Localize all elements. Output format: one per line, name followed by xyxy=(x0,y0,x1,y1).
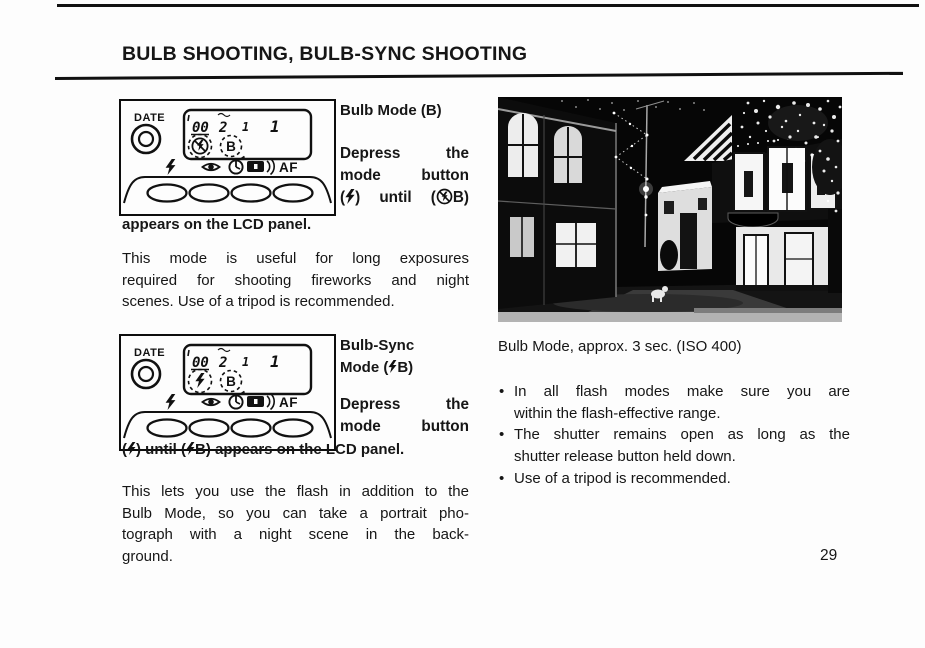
battery-icon xyxy=(247,159,274,175)
flash-icon xyxy=(195,373,204,388)
bulb-sync-paragraph xyxy=(122,481,469,568)
night-street-photo xyxy=(498,97,842,322)
instruction-line: mode button xyxy=(340,167,469,184)
lcd-counter-digit: 1 xyxy=(270,352,280,371)
lcd-diagram-bulb-sync xyxy=(119,334,336,451)
note-text: Use of a tripod is recommended. xyxy=(514,469,731,487)
flash-icon xyxy=(166,159,176,175)
bulb-sync-instruction xyxy=(340,394,469,438)
instruction-icon-line xyxy=(340,187,469,209)
instruction-line: Depress the xyxy=(340,145,469,162)
bulb-indicator-label: B xyxy=(226,374,236,389)
paragraph-line: This mode is useful for long exposures xyxy=(122,250,469,267)
paragraph-line: required for shooting fireworks and night xyxy=(122,271,469,289)
icon-group: ( ) xyxy=(340,189,361,206)
bulb-mode-heading: Bulb Mode (B) xyxy=(340,102,442,119)
flash-icon xyxy=(127,442,136,455)
red-eye-icon xyxy=(203,164,220,171)
note-item xyxy=(499,381,850,424)
bullet-icon: • xyxy=(499,383,505,400)
mode-buttons xyxy=(148,185,313,202)
bulb-mode-paragraph xyxy=(122,248,469,313)
paragraph-line: This lets you use the flash in addition to the xyxy=(122,483,469,500)
af-label: AF xyxy=(279,160,298,175)
af-label: AF xyxy=(279,395,298,410)
flash-icon xyxy=(166,394,176,410)
flash-icon xyxy=(345,189,355,204)
paragraph-line: scenes. Use of a tripod is recommended. xyxy=(122,293,395,311)
red-eye-icon xyxy=(203,399,220,406)
bullet-icon: • xyxy=(499,426,505,444)
heading-line: Mode ( B) xyxy=(340,359,414,376)
page-title: BULB SHOOTING, BULB-SYNC SHOOTING xyxy=(122,43,528,65)
note-item xyxy=(499,468,850,490)
flash-icon xyxy=(186,442,195,455)
lcd-counter-digit: 2 xyxy=(219,355,228,371)
bullet-icon: • xyxy=(499,469,505,487)
date-button xyxy=(132,360,160,388)
paragraph-line: tograph with a night scene in the back- xyxy=(122,526,469,544)
lcd-counter-digit: 00 xyxy=(192,120,209,136)
heading-line: Bulb-Sync xyxy=(340,337,415,354)
note-item xyxy=(499,424,850,467)
battery-icon xyxy=(247,394,274,410)
flash-off-icon xyxy=(436,188,453,205)
lcd-counter-digit: 1 xyxy=(242,120,250,134)
bulb-sync-heading xyxy=(340,335,414,379)
note-text: In all flash modes make sure you are within the flash-effective range. xyxy=(514,383,850,422)
bulb-sync-instruction-continuation: ( ) until ( B) appears on the LCD panel. xyxy=(122,441,405,458)
date-label: DATE xyxy=(134,347,166,359)
photo-caption: Bulb Mode, approx. 3 sec. (ISO 400) xyxy=(498,338,742,355)
lcd-counter-digit: 1 xyxy=(242,355,250,369)
date-label: DATE xyxy=(134,112,166,124)
lcd-counter-digit: 1 xyxy=(270,117,280,136)
bulb-mode-instruction-continuation: appears on the LCD panel. xyxy=(122,216,312,233)
bulb-mode-instruction xyxy=(340,143,469,209)
paragraph-line: ground. xyxy=(122,548,173,566)
lcd-diagram-bulb-mode xyxy=(119,99,336,216)
page-number: 29 xyxy=(820,547,838,564)
icon-group: ( B) xyxy=(430,189,469,206)
bulb-indicator-label: B xyxy=(226,139,236,154)
lcd-counter-digit: 2 xyxy=(219,120,228,136)
flash-icon xyxy=(388,360,397,373)
note-text: The shutter remains open as long as the shutter release button held down. xyxy=(514,426,850,466)
instruction-line: Depress the xyxy=(340,396,469,413)
paragraph-line: Bulb Mode, so you can take a portrait pho- xyxy=(122,504,469,522)
instruction-line: mode button xyxy=(340,418,469,435)
title-underline xyxy=(55,72,903,80)
notes-list xyxy=(499,381,850,490)
mode-buttons xyxy=(148,420,313,437)
date-button xyxy=(132,125,160,153)
flash-off-icon xyxy=(192,138,207,153)
instruction-word: until xyxy=(379,189,412,206)
lcd-counter-digit: 00 xyxy=(192,355,209,371)
top-border-line xyxy=(57,4,919,7)
